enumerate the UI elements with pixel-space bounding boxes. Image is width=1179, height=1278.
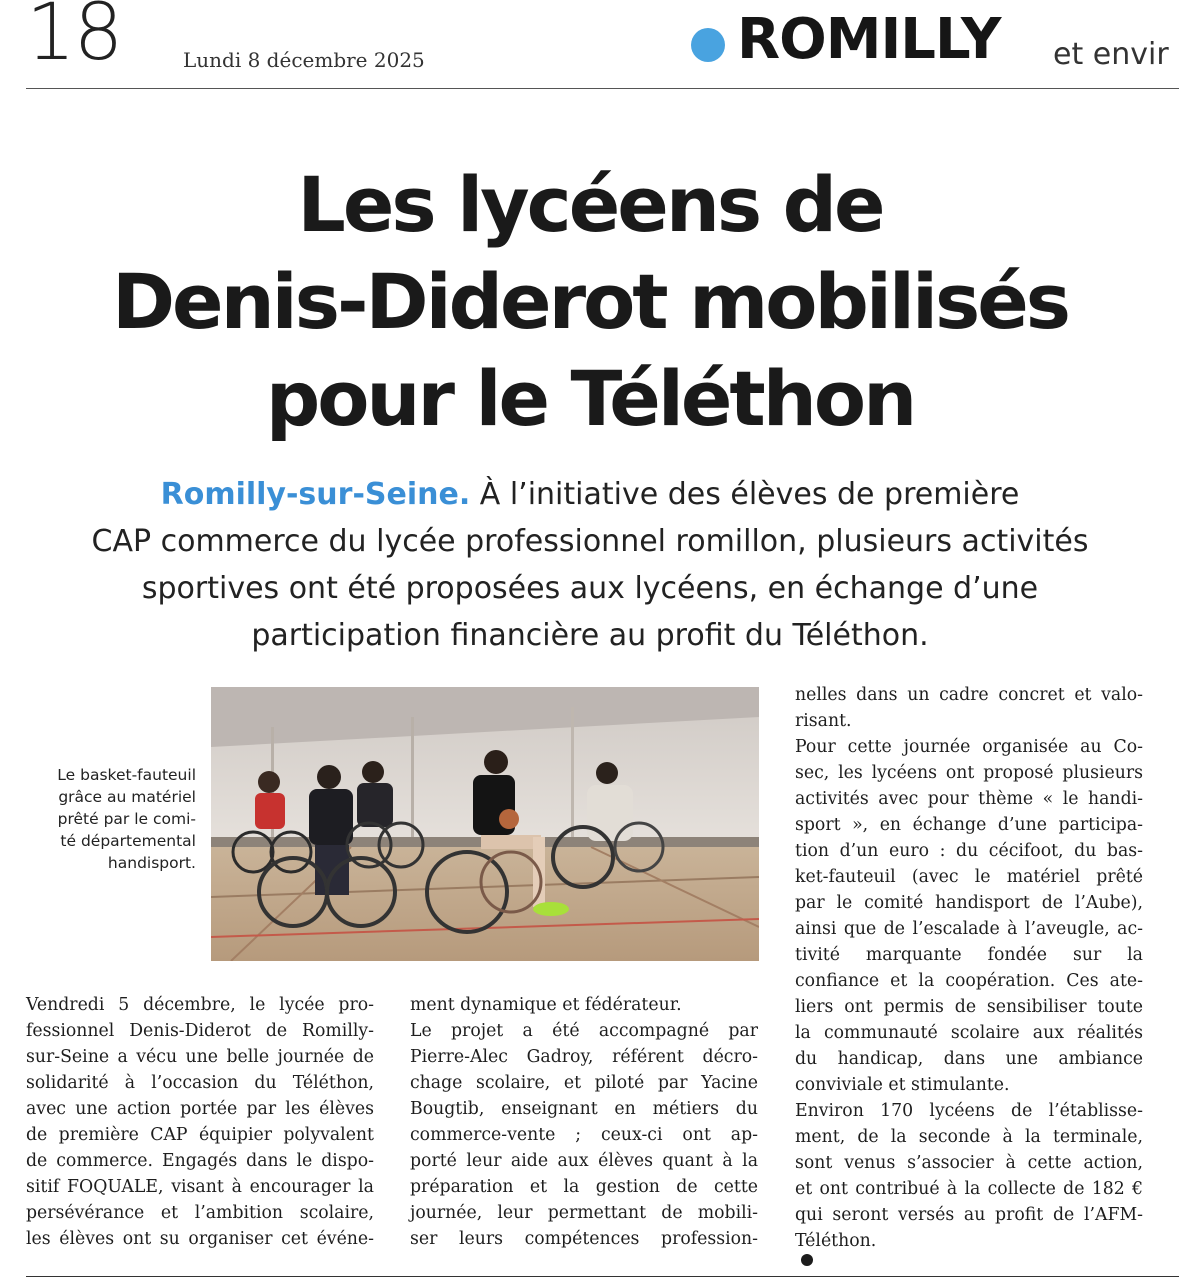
footer-rule xyxy=(26,1276,1179,1277)
body-line: risant. xyxy=(795,711,852,731)
body-line: Pierre-Alec Gadroy, référent décro- xyxy=(410,1047,758,1067)
body-text-end: Téléthon. xyxy=(795,1231,877,1251)
article-column-2 xyxy=(410,992,758,1252)
body-line: liers ont permis de sensibiliser toute xyxy=(795,997,1143,1017)
body-line: ment dynamique et fédérateur. xyxy=(410,995,682,1015)
body-line: commerce-vente ; ceux-ci ont ap- xyxy=(410,1125,758,1145)
section-subtitle: et envir xyxy=(1053,37,1169,72)
body-line: de première CAP équipier polyvalent xyxy=(26,1125,374,1145)
body-line: Bougtib, enseignant en métiers du xyxy=(410,1099,758,1119)
body-line: Vendredi 5 décembre, le lycée pro- xyxy=(26,995,374,1015)
caption-line: grâce au matériel xyxy=(58,788,196,806)
body-line: conviviale et stimulante. xyxy=(795,1075,1010,1095)
headline-line: pour le Téléthon xyxy=(265,354,915,443)
body-line: ket-fauteuil (avec le matériel prêté xyxy=(795,867,1143,887)
body-line: Environ 170 lycéens de l’établisse- xyxy=(795,1101,1143,1121)
body-line: ainsi que de l’escalade à l’aveugle, ac- xyxy=(795,919,1143,939)
body-line: les élèves ont su organiser cet événe- xyxy=(26,1229,374,1249)
lead-line: participation financière au profit du Téléthon. xyxy=(251,618,929,653)
body-line: la communauté scolaire aux réalités xyxy=(795,1023,1143,1043)
body-line: par le comité handisport de l’Aube), xyxy=(795,893,1143,913)
body-line: tivité marquante fondée sur la xyxy=(795,945,1143,965)
body-line: ser leurs compétences profession- xyxy=(410,1229,758,1249)
body-line: chage scolaire, et piloté par Yacine xyxy=(410,1073,758,1093)
caption-line: té départemental xyxy=(60,832,196,850)
body-line: solidarité à l’occasion du Téléthon, xyxy=(26,1073,374,1093)
body-line: journée, leur permettant de mobili- xyxy=(410,1203,758,1223)
body-line: tion d’un euro : du cécifoot, du bas- xyxy=(795,841,1143,861)
body-line: sport », en échange d’une participa- xyxy=(795,815,1143,835)
page-number: 18 xyxy=(26,0,122,78)
body-line: sur-Seine a vécu une belle journée de xyxy=(26,1047,374,1067)
wheelchair-basketball-photo xyxy=(211,687,759,961)
body-line: confiance et la coopération. Ces ate- xyxy=(795,971,1143,991)
article-headline xyxy=(40,156,1140,447)
body-line: porté leur aide aux élèves quant à la xyxy=(410,1151,758,1171)
article-photo xyxy=(211,687,759,961)
body-line: sitif FOQUALE, visant à encourager la xyxy=(26,1177,374,1197)
body-line-last xyxy=(795,1228,1143,1266)
header-rule xyxy=(26,88,1179,89)
body-line: persévérance et l’ambition scolaire, xyxy=(26,1203,374,1223)
lead-line xyxy=(30,471,1150,518)
article-lead xyxy=(30,471,1150,659)
lead-line: CAP commerce du lycée professionnel romillon, plusieurs activités xyxy=(91,524,1089,559)
end-of-article-icon xyxy=(801,1254,813,1266)
body-line: sont venus s’associer à cette action, xyxy=(795,1153,1143,1173)
body-line: nelles dans un cadre concret et valo- xyxy=(795,685,1143,705)
body-line: sec, les lycéens ont proposé plusieurs xyxy=(795,763,1143,783)
lead-text: À l’initiative des élèves de première xyxy=(470,477,1020,512)
caption-line: prêté par le comi- xyxy=(57,810,196,828)
caption-line: Le basket-fauteuil xyxy=(57,766,196,784)
body-line: du handicap, dans une ambiance xyxy=(795,1049,1143,1069)
body-line: Le projet a été accompagné par xyxy=(410,1021,758,1041)
body-line: activités avec pour thème « le handi- xyxy=(795,789,1143,809)
body-line: et ont contribué à la collecte de 182 € xyxy=(795,1179,1143,1199)
headline-line: Denis-Diderot mobilisés xyxy=(111,257,1069,346)
body-line: fessionnel Denis-Diderot de Romilly- xyxy=(26,1021,374,1041)
body-line: ment, de la seconde à la terminale, xyxy=(795,1127,1143,1147)
lead-place: Romilly-sur-Seine. xyxy=(160,477,471,512)
body-line: qui seront versés au profit de l’AFM- xyxy=(795,1205,1143,1225)
issue-date: Lundi 8 décembre 2025 xyxy=(183,48,425,72)
section-title: ROMILLY xyxy=(737,7,1001,72)
headline-line: Les lycéens de xyxy=(297,160,883,249)
body-line: de commerce. Engagés dans le dispo- xyxy=(26,1151,374,1171)
section-dot-icon xyxy=(691,28,725,62)
body-line: préparation et la gestion de cette xyxy=(410,1177,758,1197)
photo-caption xyxy=(24,764,196,874)
body-line: Pour cette journée organisée au Co- xyxy=(795,737,1143,757)
article-column-3 xyxy=(795,682,1143,1266)
article-column-1 xyxy=(26,992,374,1252)
lead-line: sportives ont été proposées aux lycéens, en échange d’une xyxy=(141,571,1039,606)
body-line: avec une action portée par les élèves xyxy=(26,1099,374,1119)
caption-line: handisport. xyxy=(107,854,196,872)
